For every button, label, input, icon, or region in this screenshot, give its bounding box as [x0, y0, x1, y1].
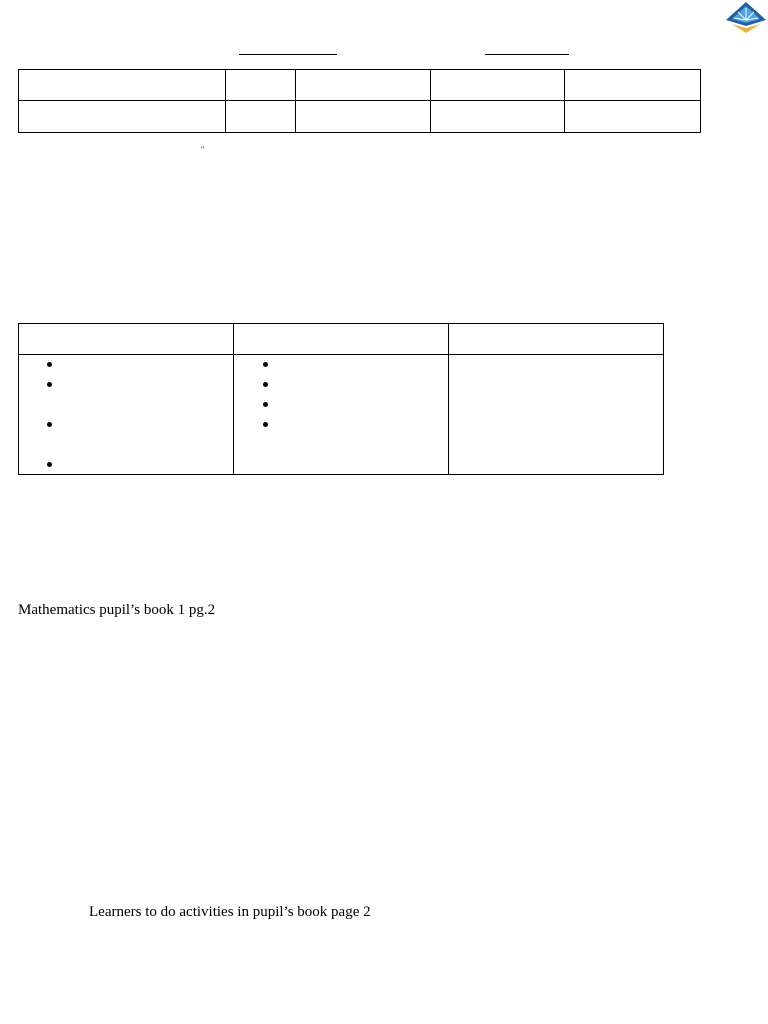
table-row — [19, 355, 664, 475]
table-cell — [19, 355, 234, 475]
table-row — [19, 70, 701, 101]
content-table — [18, 323, 664, 475]
table-cell — [226, 70, 296, 101]
publisher-logo-icon — [724, 0, 768, 36]
bullet-icon — [47, 362, 52, 367]
table-cell — [449, 355, 664, 475]
table-cell — [296, 70, 431, 101]
bullet-icon — [47, 382, 52, 387]
table-row — [19, 101, 701, 133]
table-cell — [565, 101, 701, 133]
table-cell — [431, 70, 565, 101]
bullet-icon — [263, 402, 268, 407]
stray-mark: " — [201, 145, 205, 154]
table-cell — [234, 355, 449, 475]
bullet-icon — [47, 462, 52, 467]
table-cell — [234, 324, 449, 355]
header-table — [18, 69, 701, 133]
table-cell — [449, 324, 664, 355]
blank-field-line-2 — [485, 54, 569, 55]
reference-text: Mathematics pupil’s book 1 pg.2 — [18, 602, 216, 618]
table-cell — [565, 70, 701, 101]
table-row — [19, 324, 664, 355]
table-cell — [226, 101, 296, 133]
bullet-icon — [47, 422, 52, 427]
bullet-icon — [263, 422, 268, 427]
table-cell — [296, 101, 431, 133]
table-cell — [19, 324, 234, 355]
bullet-icon — [263, 362, 268, 367]
table-cell — [19, 70, 226, 101]
activity-text: Learners to do activities in pupil’s book page 2 — [89, 904, 371, 920]
bullet-icon — [263, 382, 268, 387]
blank-field-line-1 — [239, 54, 337, 55]
table-cell — [19, 101, 226, 133]
table-cell — [431, 101, 565, 133]
